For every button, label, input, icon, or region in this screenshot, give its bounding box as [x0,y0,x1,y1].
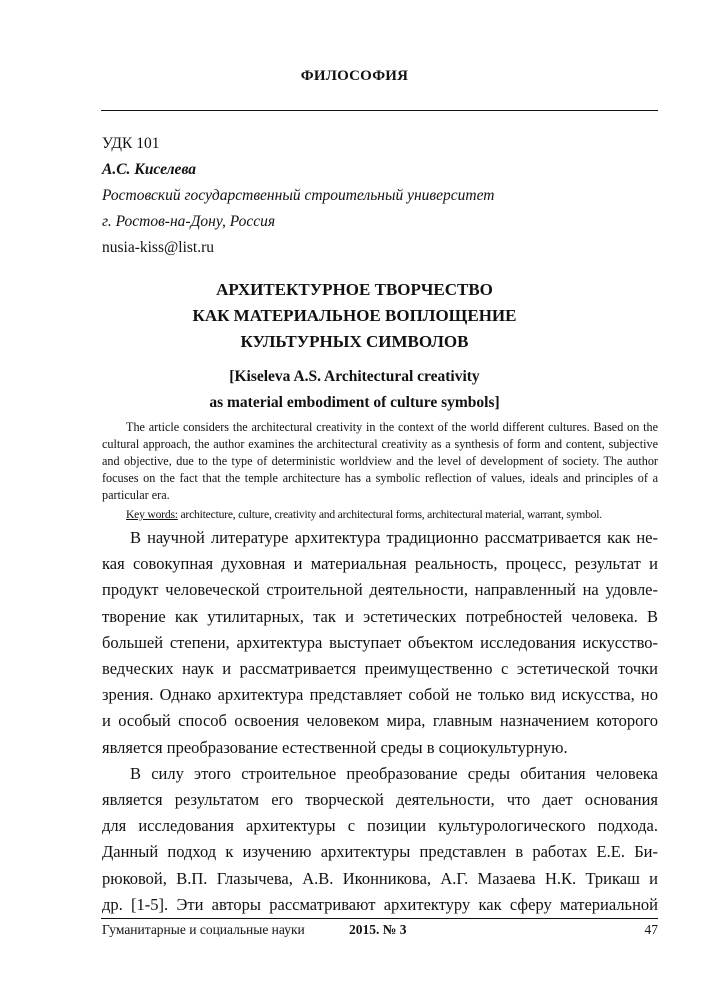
section-title: ФИЛОСОФИЯ [300,68,409,84]
body-line: продукт человеческой строительной деятельности, направленный на удовле- [102,580,658,600]
body-line: и особый способ освоения человеком мира, главным назначением которого [102,711,658,731]
body-line: В научной литературе архитектура традиционно рассматривается как не- [130,528,658,547]
body-line: творение как утилитарных, так и эстетических потребностей человека. В [102,606,658,626]
body-line: является преобразование естественной среды в социокультурную. [102,737,568,757]
abstract: The article considers the architectural creativity in the context of the world different cultures. Based on the cultural approach, the author examines the architectural creativity as a synthesis of form and content, subjective and objective, due to the type of deterministic worldview and the level of development of society. The author focuses on the fact that the temple architecture has a symbolic reflection of values, ideals and principles of a particular era. [102,420,658,502]
author-city: г. Ростов-на-Дону, Россия [102,213,276,230]
page-number: 47 [644,922,658,937]
footer-journal-name: Гуманитарные и социальные науки [102,922,305,937]
article-title-en [0,364,709,416]
body-line: зрения. Однако архитектура представляет собой не только вид искусства, но [102,685,658,705]
body-line: кая совокупная духовная и материальная реальность, процесс, результат и [102,554,658,574]
title-ru-line: АРХИТЕКТУРНОЕ ТВОРЧЕСТВО [216,280,493,299]
keywords-text: architecture, culture, creativity and architectural forms, architectural material, warrant, symbol. [177,508,603,521]
body-line: В силу этого строительное преобразование среды обитания человека [130,763,658,783]
body-line: является результатом его творческой деятельности, что дает основания [102,790,658,810]
keywords-label: Key words: [126,508,178,521]
article-content [102,419,658,918]
body-paragraph-1 [102,525,658,761]
author-name: А.С. Киселева [102,161,197,178]
footer-rule [101,918,658,919]
page-footer [102,921,658,939]
keywords [102,507,658,523]
footer-issue: 2015. № 3 [349,922,407,937]
body-paragraph-2 [102,761,658,918]
body-line: большей степени, архитектура выступает объектом исследования искусство- [102,632,658,652]
body-line: рюковой, В.П. Глазычева, А.В. Иконникова, А.Г. Мазаева Н.К. Трикаш и [102,868,658,888]
title-en-line: as material embodiment of culture symbols] [209,394,500,411]
title-ru-line: КАК МАТЕРИАЛЬНОЕ ВОПЛОЩЕНИЕ [192,306,517,325]
author-affiliation: Ростовский государственный строительный университет [102,187,495,204]
title-ru-line: КУЛЬТУРНЫХ СИМВОЛОВ [240,332,469,351]
body-line: для исследования архитектуры с позиции культурологического подхода. [102,816,658,836]
body-line: Данный подход к изучению архитектуры представлен в работах Е.Е. Би- [102,842,658,862]
body-line: др. [1-5]. Эти авторы рассматривают архитектуру как сферу материальной [102,894,658,914]
author-email: nusia-kiss@list.ru [102,239,215,256]
udk-code: УДК 101 [102,135,160,152]
header-rule [101,110,658,111]
title-en-line: [Kiseleva A.S. Architectural creativity [229,368,480,385]
article-title-ru [0,277,709,355]
body-line: ведческих наук и рассматривается преимущественно с эстетической точки [102,659,658,679]
